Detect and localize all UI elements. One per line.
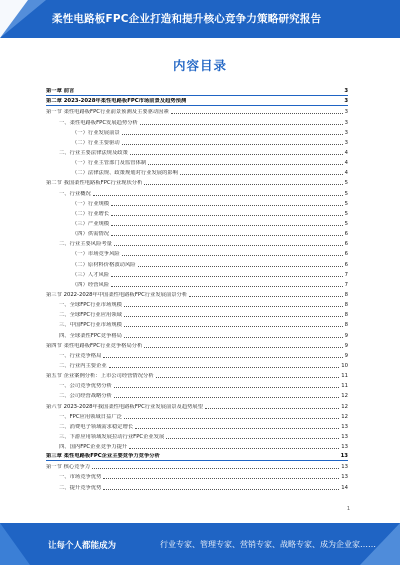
toc-entry-page: 6	[344, 241, 348, 248]
toc-entry[interactable]	[46, 157, 348, 167]
toc-entry-title: 第三节 2022-2028年中国柔性电路板FPC行业发展前景分析	[46, 291, 188, 298]
toc-heading: 内容目录	[172, 58, 227, 73]
toc-entry[interactable]	[46, 400, 348, 410]
toc-leader-dots	[93, 195, 343, 196]
toc-entry-page: 8	[344, 302, 348, 309]
toc-entry-title: （一）行业发展前景	[72, 129, 120, 136]
toc-entry-title: 第六节 2023-2028年我国柔性电路板FPC行业发展前景及趋势展望	[46, 403, 204, 410]
toc-leader-dots	[111, 225, 343, 226]
toc-entry-title: （二）行业主要驱动	[72, 139, 120, 146]
toc-entry-page: 12	[341, 413, 348, 420]
toc-leader-dots	[111, 215, 343, 216]
toc-entry-page: 6	[344, 251, 348, 258]
toc-entry[interactable]	[46, 198, 348, 208]
toc-entry-page: 5	[344, 200, 348, 207]
toc-leader-dots	[130, 154, 343, 155]
toc-leader-dots	[144, 347, 342, 348]
toc-entry-title: 二、消费电子领域需求稳定增长	[59, 423, 134, 430]
toc-entry[interactable]	[46, 289, 348, 299]
toc-entry[interactable]	[46, 471, 348, 481]
toc-entry[interactable]	[46, 167, 348, 177]
toc-entry-page: 9	[344, 352, 348, 359]
toc-chapter-entry[interactable]	[46, 96, 348, 106]
toc-leader-dots	[124, 306, 343, 307]
footer-slogan: 让每个人都能成为	[48, 541, 117, 551]
toc-leader-dots	[122, 255, 343, 256]
toc-entry-title: （一）市场竞争风险	[72, 251, 120, 258]
toc-entry-page: 6	[344, 231, 348, 238]
toc-entry-page: 12	[341, 393, 348, 400]
footer-decoration-left	[0, 523, 30, 565]
toc-entry-title: 一、全球FPC行业市场规模	[59, 302, 122, 309]
toc-entry-page: 4	[344, 149, 348, 156]
toc-entry[interactable]	[46, 329, 348, 339]
toc-entry[interactable]	[46, 258, 348, 268]
toc-entry-page: 3	[344, 139, 348, 146]
toc-entry-page: 5	[344, 220, 348, 227]
toc-entry-title: （四）供需情况	[72, 231, 110, 238]
toc-entry-page: 4	[344, 170, 348, 177]
toc-entry[interactable]	[46, 208, 348, 218]
toc-entry-title: 一、柔性电路板FPC发展趋势分析	[59, 119, 138, 126]
toc-entry[interactable]	[46, 431, 348, 441]
toc-entry[interactable]	[46, 350, 348, 360]
toc-entry-page: 13	[341, 433, 348, 440]
toc-leader-dots	[109, 367, 340, 368]
toc-chapter-entry[interactable]	[46, 451, 348, 461]
toc-entry[interactable]	[46, 238, 348, 248]
toc-entry-page: 10	[341, 362, 348, 369]
toc-leader-dots	[114, 387, 339, 388]
toc-leader-dots	[135, 428, 339, 429]
toc-leader-dots	[111, 205, 343, 206]
toc-entry-page: 5	[344, 210, 348, 217]
page-footer	[0, 523, 400, 565]
toc-entry-page: 11	[341, 383, 348, 390]
toc-entry-page: 13	[341, 474, 348, 481]
toc-entry-title: 第四节 柔性电路板FPC行业竞争格局分析	[46, 342, 143, 349]
page-number: 1	[346, 506, 350, 512]
toc-entry-title: 第二章 2023-2028年柔性电路板FPC市场前景及趋势预测	[46, 98, 187, 105]
toc-chapter-entry[interactable]	[46, 86, 348, 96]
toc-entry-title: 二、行业内主要企业	[59, 362, 107, 369]
toc-leader-dots	[122, 144, 343, 145]
toc-leader-dots	[140, 124, 343, 125]
toc-entry[interactable]	[46, 269, 348, 279]
toc-leader-dots	[103, 489, 339, 490]
toc-leader-dots	[205, 408, 339, 409]
toc-leader-dots	[111, 276, 343, 277]
toc-entry-title: 四、国内FPC企业竞争力提升	[59, 444, 128, 451]
toc-entry-title: 二、全球FPC行业应用领域	[59, 312, 122, 319]
toc-entry[interactable]	[46, 390, 348, 400]
toc-entry[interactable]	[46, 380, 348, 390]
toc-leader-dots	[166, 438, 339, 439]
toc-entry-title: 一、公司竞争优势分析	[59, 383, 112, 390]
toc-leader-dots	[189, 296, 342, 297]
table-of-contents	[46, 86, 348, 492]
toc-entry-title: （三）产业规模	[72, 220, 110, 227]
report-title: 柔性电路板FPC企业打造和提升核心竞争力策略研究报告	[52, 13, 322, 25]
toc-entry-page: 3	[344, 119, 348, 126]
toc-entry-page: 7	[344, 271, 348, 278]
toc-entry-title: 第二节 我国柔性电路板FPC行业现状分析	[46, 180, 143, 187]
toc-entry[interactable]	[46, 421, 348, 431]
toc-entry-page: 7	[344, 281, 348, 288]
toc-leader-dots	[129, 448, 339, 449]
toc-entry[interactable]	[46, 177, 348, 187]
toc-entry-title: 第五节 企业案例分析：上市公司经营情况分析	[46, 373, 154, 380]
toc-entry[interactable]	[46, 299, 348, 309]
toc-entry-title: （一）行业规模	[72, 200, 110, 207]
toc-entry[interactable]	[46, 309, 348, 319]
toc-entry-title: 一、行业竞争格局	[59, 352, 102, 359]
toc-entry-page: 8	[344, 291, 348, 298]
toc-entry-page: 13	[341, 464, 348, 471]
toc-entry-page: 3	[344, 129, 348, 136]
toc-leader-dots	[114, 245, 343, 246]
toc-entry[interactable]	[46, 360, 348, 370]
toc-entry-page: 8	[344, 322, 348, 329]
toc-entry-page: 6	[344, 261, 348, 268]
toc-entry-title: 第三章 柔性电路板FPC企业主要竞争力竞争分析	[46, 453, 160, 460]
toc-leader-dots	[148, 164, 342, 165]
toc-entry-title: 一、FPC应用领域日益广泛	[59, 413, 122, 420]
toc-entry-title: 第一节 核心竞争力	[46, 464, 91, 471]
toc-entry[interactable]	[46, 319, 348, 329]
toc-entry-title: （四）经营风险	[72, 281, 110, 288]
toc-entry[interactable]	[46, 137, 348, 147]
toc-entry-page: 3	[344, 109, 348, 116]
toc-entry-page: 9	[344, 332, 348, 339]
page-header	[0, 0, 400, 38]
toc-leader-dots	[180, 174, 343, 175]
toc-leader-dots	[114, 397, 339, 398]
toc-entry-page: 14	[341, 484, 348, 491]
toc-entry-title: 三、中国FPC行业市场规模	[59, 322, 122, 329]
toc-entry[interactable]	[46, 218, 348, 228]
toc-entry-page: 11	[341, 373, 348, 380]
toc-entry-page: 5	[344, 180, 348, 187]
toc-leader-dots	[124, 418, 339, 419]
header-decoration-white	[0, 0, 28, 38]
toc-entry[interactable]	[46, 481, 348, 491]
toc-leader-dots	[156, 377, 340, 378]
toc-entry-page: 3	[344, 88, 348, 95]
toc-entry-page: 13	[340, 453, 348, 460]
toc-entry[interactable]	[46, 461, 348, 471]
toc-leader-dots	[171, 113, 343, 114]
toc-entry-page: 4	[344, 160, 348, 167]
toc-entry-title: 二、行业主要法律法规及政策	[59, 149, 128, 156]
toc-leader-dots	[103, 357, 342, 358]
toc-entry-title: 三、下游应用领域发展拉动行业FPC企业发展	[59, 433, 165, 440]
toc-entry[interactable]	[46, 340, 348, 350]
toc-entry[interactable]	[46, 441, 348, 451]
toc-entry-page: 13	[341, 444, 348, 451]
toc-entry[interactable]	[46, 279, 348, 289]
toc-entry[interactable]	[46, 106, 348, 116]
toc-entry-title: 二、公司经营战略分析	[59, 393, 112, 400]
toc-leader-dots	[103, 478, 339, 479]
toc-entry[interactable]	[46, 248, 348, 258]
toc-entry[interactable]	[46, 147, 348, 157]
toc-leader-dots	[92, 468, 339, 469]
toc-entry-page: 12	[341, 403, 348, 410]
toc-leader-dots	[111, 235, 343, 236]
toc-entry-page: 8	[344, 312, 348, 319]
toc-entry-page: 5	[344, 190, 348, 197]
toc-entry-title: 第一章 前言	[46, 88, 75, 95]
toc-leader-dots	[111, 286, 343, 287]
toc-entry-title: （三）人才风险	[72, 271, 110, 278]
footer-tagline: 行业专家、管理专家、营销专家、战略专家、成为企业家……	[160, 540, 376, 549]
toc-entry[interactable]	[46, 228, 348, 238]
toc-entry-title: 第一节 柔性电路板FPC行业前景预测及主要驱动因素	[46, 109, 169, 116]
toc-entry[interactable]	[46, 370, 348, 380]
toc-entry-page: 9	[344, 342, 348, 349]
toc-entry-title: 二、行业主要风险考量	[59, 241, 112, 248]
toc-entry[interactable]	[46, 127, 348, 137]
toc-entry-page: 13	[341, 423, 348, 430]
toc-entry-title: （二）原材料价格波动风险	[72, 261, 136, 268]
toc-entry-page: 3	[344, 98, 348, 105]
toc-leader-dots	[144, 184, 342, 185]
toc-entry[interactable]	[46, 187, 348, 197]
toc-entry-title: 二、提升竞争优势	[59, 484, 102, 491]
toc-entry-title: （二）法律法规、政策规划对行业发展的影响	[72, 170, 178, 177]
toc-leader-dots	[124, 326, 343, 327]
toc-entry-title: 四、全球柔性FPC竞争格局	[59, 332, 122, 339]
toc-entry-title: （二）行业增长	[72, 210, 110, 217]
toc-leader-dots	[124, 316, 343, 317]
toc-leader-dots	[138, 266, 343, 267]
toc-leader-dots	[122, 134, 343, 135]
toc-entry-title: 一、市场竞争优势	[59, 474, 102, 481]
toc-entry-title: 一、行业概况	[59, 190, 91, 197]
toc-entry[interactable]	[46, 411, 348, 421]
toc-entry-title: （一）行业主管部门及监管体制	[72, 160, 147, 167]
toc-entry[interactable]	[46, 116, 348, 126]
toc-leader-dots	[124, 337, 343, 338]
